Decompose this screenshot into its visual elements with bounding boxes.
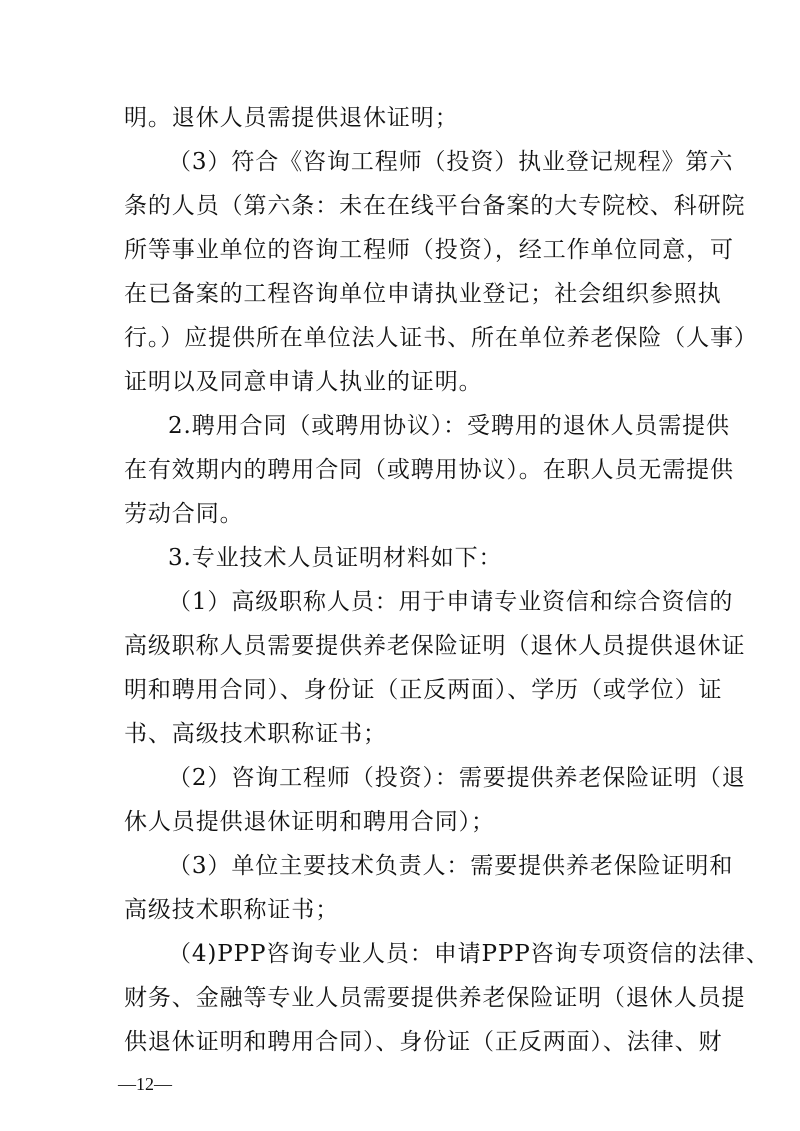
text-line: 高级技术职称证书； [124, 897, 340, 923]
text-line: 休人员提供退休证明和聘用合同）； [124, 809, 495, 835]
text-line: （4)PPP咨询专业人员：申请PPP咨询专项资信的法律、 [168, 941, 770, 967]
text-line: （3）单位主要技术负责人：需要提供养老保险证明和 [168, 853, 734, 879]
text-line: 供退休证明和聘用合同）、身份证（正反两面）、法律、财 [124, 1029, 723, 1055]
text-line: （3）符合《咨询工程师（投资）执业登记规程》第六 [168, 149, 734, 175]
text-line: 明和聘用合同）、身份证（正反两面）、学历（或学位）证 [124, 677, 723, 703]
text-line: 劳动合同。 [124, 501, 244, 527]
text-line: 条的人员（第六条：未在在线平台备案的大专院校、科研院 [124, 193, 746, 219]
text-line: 证明以及同意申请人执业的证明。 [124, 369, 483, 395]
text-line: 在已备案的工程咨询单位申请执业登记；社会组织参照执 [124, 281, 722, 307]
text-line: 书、高级技术职称证书； [124, 721, 387, 747]
text-line: 财务、金融等专业人员需要提供养老保险证明（退休人员提 [124, 985, 746, 1011]
text-line: 所等事业单位的咨询工程师（投资），经工作单位同意，可 [124, 237, 734, 263]
page-number: —12— [118, 1074, 172, 1094]
text-line: 行。）应提供所在单位法人证书、所在单位养老保险（人事） [124, 325, 758, 351]
text-line: 明。退休人员需提供退休证明； [124, 105, 459, 131]
text-line: （2）咨询工程师（投资）：需要提供养老保险证明（退 [168, 765, 746, 791]
text-line: 在有效期内的聘用合同（或聘用协议）。在职人员无需提供 [124, 457, 734, 483]
text-line: （1）高级职称人员：用于申请专业资信和综合资信的 [168, 589, 734, 615]
text-line: 2.聘用合同（或聘用协议）：受聘用的退休人员需提供 [168, 413, 730, 439]
text-line: 3.专业技术人员证明材料如下： [168, 545, 503, 571]
text-line: 高级职称人员需要提供养老保险证明（退休人员提供退休证 [124, 633, 746, 659]
